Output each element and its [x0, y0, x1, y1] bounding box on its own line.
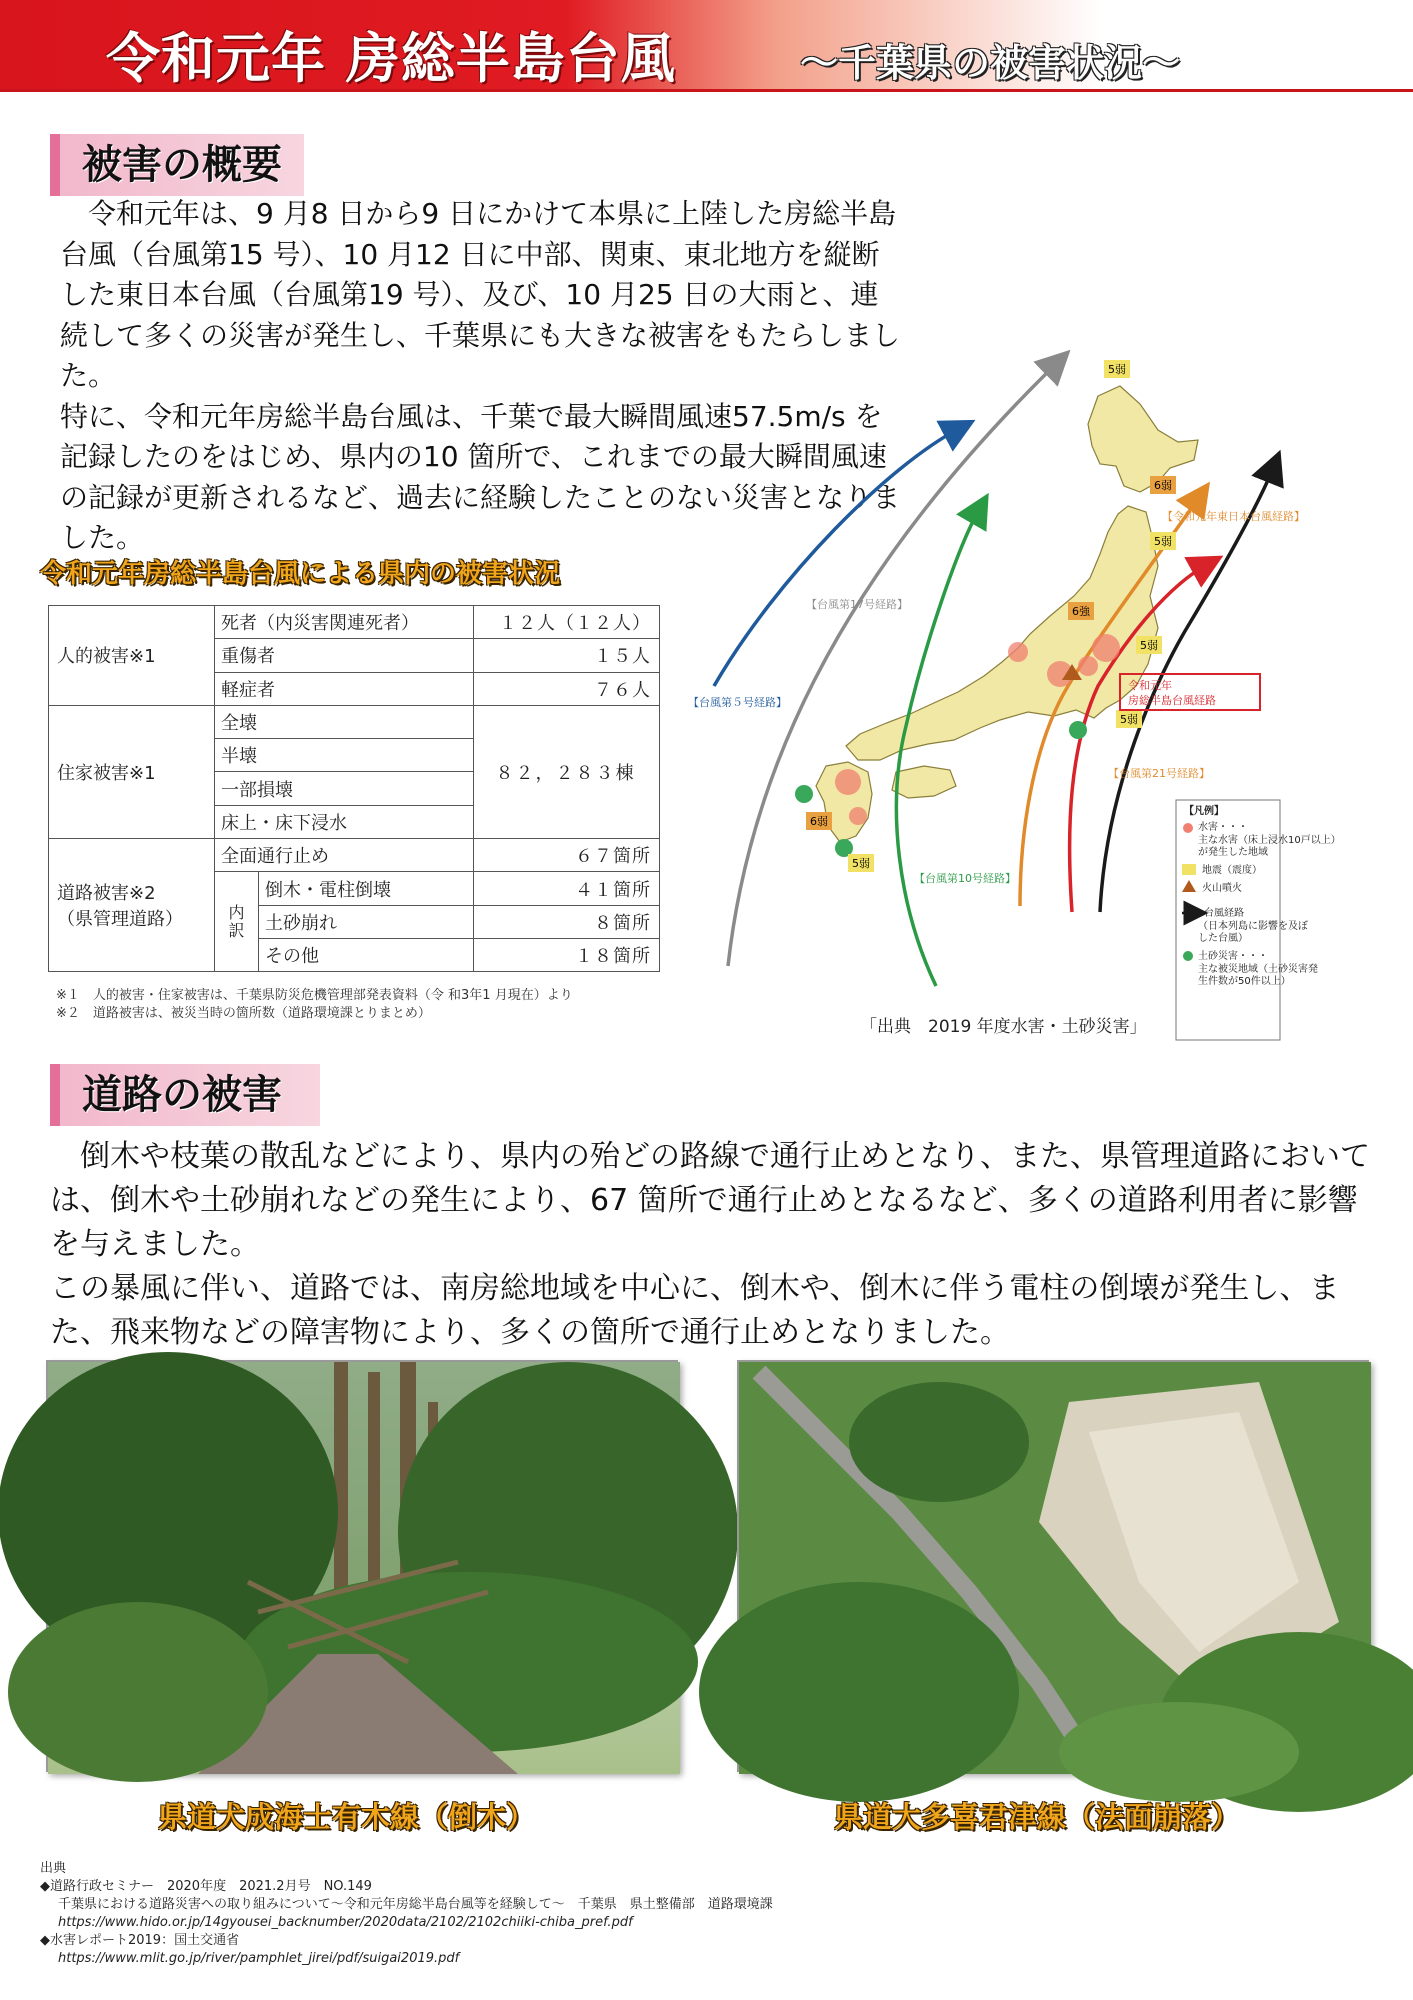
photo-slope-collapse — [737, 1360, 1369, 1772]
table-note: ※１ 人的被害・住家被害は、千葉県防災危機管理部発表資料（令 和3年1 月現在）より — [56, 988, 573, 1003]
road-damage-heading: 道路の被害 — [50, 1064, 320, 1126]
label-typhoon-17: 【台風第17号経路】 — [806, 598, 908, 611]
row-value: ８箇所 — [474, 905, 660, 938]
table-row — [49, 839, 660, 872]
housing-value: ８２，２８３棟 — [474, 705, 660, 838]
table-note: ※２ 道路被害は、被災当時の箇所数（道路環境課とりまとめ） — [56, 1006, 431, 1021]
source-url-link[interactable]: https://www.hido.or.jp/14gyousei_backnumber/2020data/2102/2102chiiki-chiba_pref.pdf — [58, 1915, 633, 1930]
map-legend — [1176, 800, 1341, 1040]
hokkaido-shape — [1088, 386, 1198, 492]
row-label: 全面通行止め — [215, 839, 474, 872]
row-value: １２人（１２人） — [474, 606, 660, 639]
legend-landslide-desc1: 主な被災地域（土砂災害発 — [1198, 964, 1318, 975]
overview-heading: 被害の概要 — [50, 134, 304, 196]
row-value: ７６人 — [474, 672, 660, 705]
breakdown-char: 内 — [228, 902, 245, 922]
legend-landslide-desc2: 生件数が50件以上） — [1198, 976, 1291, 987]
legend-route-desc1: （日本列島に影響を及ぼ — [1198, 921, 1308, 932]
row-label: 死者（内災害関連死者） — [215, 606, 474, 639]
row-label: 床上・床下浸水 — [215, 805, 474, 838]
category-housing: 住家被害※1 — [49, 705, 215, 838]
category-human: 人的被害※1 — [49, 606, 215, 706]
row-label: 半壊 — [215, 739, 474, 772]
legend-flood-desc2: が発生した地域 — [1198, 847, 1268, 858]
legend-route-desc2: した台風） — [1198, 933, 1248, 944]
road-paragraph: この暴風に伴い、道路では、南房総地域を中心に、倒木や、倒木に伴う電柱の倒壊が発生し、また、飛来物などの障害物により、多くの箇所で通行止めとなりました。 — [50, 1271, 1340, 1350]
quake-badge: 6弱 — [810, 815, 828, 828]
quake-badge: 5弱 — [1120, 713, 1138, 726]
label-typhoon-10: 【台風第10号経路】 — [914, 872, 1016, 885]
breakdown-char: 訳 — [228, 920, 245, 940]
damage-table-title: 令和元年房総半島台風による県内の被害状況 — [40, 559, 561, 589]
table-row — [49, 705, 660, 738]
label-boso-line1: 令和元年 — [1128, 679, 1172, 692]
photo-caption-fallen-trees: 県道犬成海士有木線（倒木） — [158, 1800, 536, 1834]
row-label: 全壊 — [215, 705, 474, 738]
category-road-line1: 道路被害※2 — [57, 883, 156, 905]
quake-badge: 5弱 — [1108, 363, 1126, 376]
source-line: ◆水害レポート2019：国土交通省 — [40, 1933, 240, 1948]
label-typhoon-5: 【台風第５号経路】 — [688, 696, 787, 709]
table-row — [49, 606, 660, 639]
overview-paragraph: 特に、令和元年房総半島台風は、千葉で最大瞬間風速57.5m/s を記録したのをはじめ、県内の10 箇所で、これまでの最大瞬間風速の記録が更新されるなど、過去に経験したことのない災害となりました。 — [60, 399, 901, 554]
quake-badge: 5弱 — [852, 857, 870, 870]
legend-title: 【凡例】 — [1184, 806, 1224, 817]
row-label: 一部損壊 — [215, 772, 474, 805]
row-value: １８箇所 — [474, 938, 660, 971]
row-value: １５人 — [474, 639, 660, 672]
quake-badge: 5弱 — [1140, 639, 1158, 652]
photo-fallen-trees — [46, 1360, 678, 1772]
quake-badge: 6弱 — [1154, 479, 1172, 492]
page-title: 令和元年 房総半島台風 — [106, 27, 676, 90]
route-typhoon-5 — [714, 428, 960, 686]
row-label: 倒木・電柱倒壊 — [259, 872, 474, 905]
damage-table — [48, 605, 660, 972]
row-value: ６７箇所 — [474, 839, 660, 872]
photo-caption-slope-collapse: 県道大多喜君津線（法面崩落） — [834, 1800, 1241, 1834]
quake-badge: 5弱 — [1154, 535, 1172, 548]
legend-flood: 水害・・・ — [1198, 822, 1248, 833]
source-line: 千葉県における道路災害への取り組みについて～令和元年房総半島台風等を経験して～ 千葉県 県土整備部 道路環境課 — [58, 1897, 773, 1912]
row-label: その他 — [259, 938, 474, 971]
source-url-link[interactable]: https://www.mlit.go.jp/river/pamphlet_jirei/pdf/suigai2019.pdf — [58, 1951, 460, 1966]
row-label: 重傷者 — [215, 639, 474, 672]
legend-volcano: 火山噴火 — [1202, 883, 1242, 894]
map-caption: 「出典 2019 年度水害・土砂災害」 — [860, 1017, 1147, 1037]
page-subtitle: ～千葉県の被害状況～ — [800, 41, 1181, 85]
source-line: ◆道路行政セミナー 2020年度 2021.2月号 NO.149 — [40, 1879, 372, 1894]
label-typhoon-21: 【台風第21号経路】 — [1108, 767, 1210, 780]
honshu-shape — [846, 506, 1158, 760]
legend-route: 台風経路 — [1204, 908, 1244, 919]
slope-collapse-image — [739, 1362, 1371, 1774]
sources — [40, 1860, 1340, 1968]
overview-paragraph: 令和元年は、9 月8 日から9 日にかけて本県に上陸した房総半島台風（台風第15 号）、10 月12 日に中部、関東、東北地方を縦断した東日本台風（台風第19 号）、及び、10 月25 日の大雨と、連続して多くの災害が発生し、千葉県にも大きな被害をもたらしました。 — [60, 197, 901, 392]
header-banner — [0, 0, 1413, 92]
row-label: 土砂崩れ — [259, 905, 474, 938]
category-road — [49, 839, 215, 972]
shikoku-shape — [892, 766, 956, 798]
fallen-trees-image — [48, 1362, 680, 1774]
breakdown-label — [215, 872, 259, 972]
table-notes — [56, 987, 696, 1023]
label-east-japan-typhoon: 【令和元年東日本台風経路】 — [1162, 510, 1305, 523]
legend-quake: 地震（震度） — [1202, 865, 1262, 876]
road-paragraph: 倒木や枝葉の散乱などにより、県内の殆どの路線で通行止めとなり、また、県管理道路においては、倒木や土砂崩れなどの発生により、67 箇所で通行止めとなるなど、多くの道路利用者に影響を与えました。 — [50, 1139, 1370, 1262]
legend-flood-desc1: 主な水害（床上浸水10戸以上） — [1198, 835, 1341, 846]
road-damage-text — [50, 1135, 1380, 1355]
typhoon-route-map — [688, 346, 1341, 1046]
label-boso-line2: 房総半島台風経路 — [1128, 694, 1216, 707]
category-road-line2: （県管理道路） — [57, 909, 183, 931]
row-value: ４１箇所 — [474, 872, 660, 905]
sources-heading: 出典 — [40, 1861, 67, 1876]
quake-badge: 6強 — [1072, 605, 1090, 618]
row-label: 軽症者 — [215, 672, 474, 705]
legend-landslide: 土砂災害・・・ — [1198, 951, 1268, 962]
